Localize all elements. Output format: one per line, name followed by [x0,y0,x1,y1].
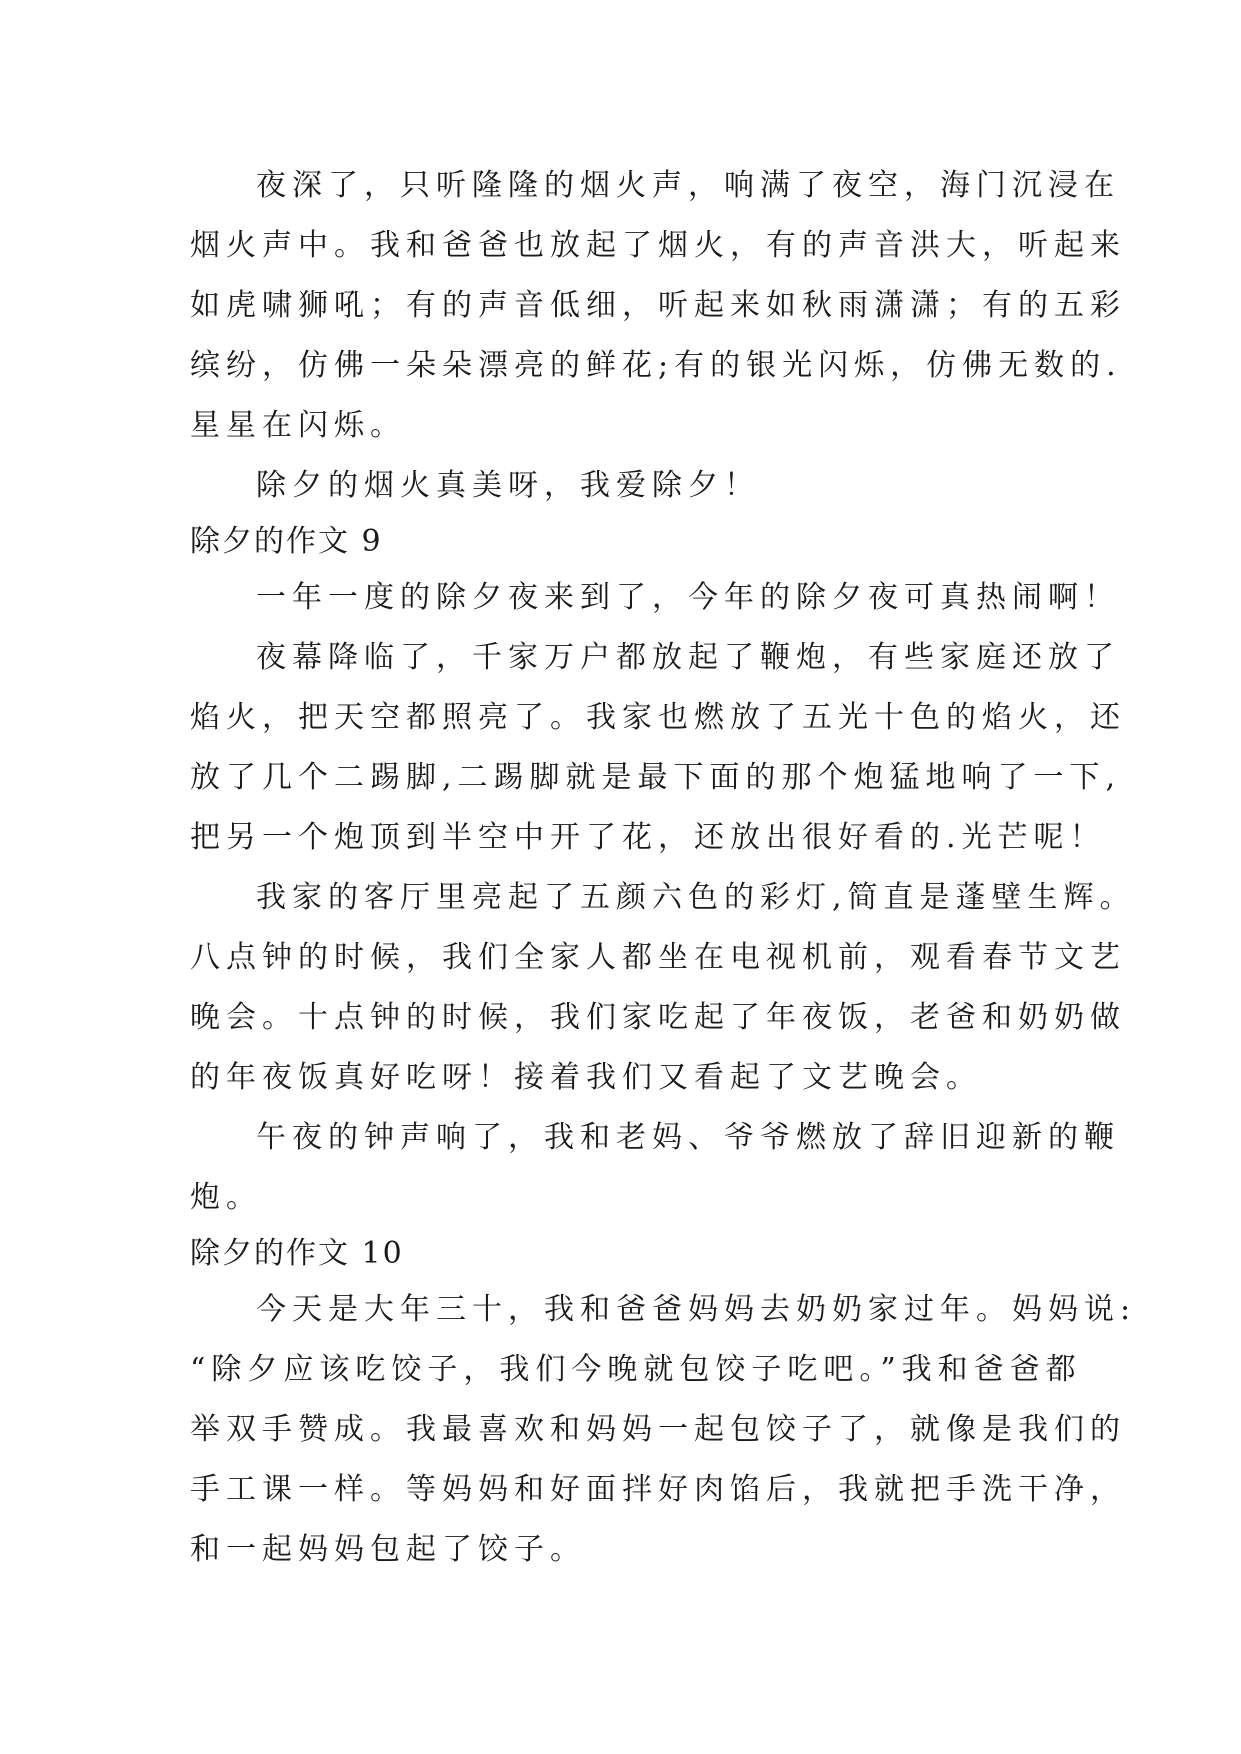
paragraph-line: 烟火声中。我和爸爸也放起了烟火，有的声音洪大，听起来 [190,228,1126,263]
section-heading: 除夕的作文 9 [190,524,383,559]
paragraph-line: 如虎啸狮吼；有的声音低细，听起来如秋雨潇潇；有的五彩 [190,288,1126,323]
paragraph-line: 手工课一样。等妈妈和好面拌好肉馅后，我就把手洗干净， [190,1472,1126,1507]
paragraph-line: 晚会。十点钟的时候，我们家吃起了年夜饭，老爸和奶奶做 [190,1000,1126,1035]
paragraph-line: 今天是大年三十，我和爸爸妈妈去奶奶家过年。妈妈说: [256,1292,1137,1327]
paragraph-line: 放了几个二踢脚,二踢脚就是最下面的那个炮猛地响了一下, [190,760,1122,795]
paragraph-line: 我家的客厅里亮起了五颜六色的彩灯,简直是蓬壁生辉。 [256,880,1136,915]
section-heading: 除夕的作文 10 [190,1236,404,1271]
paragraph-line: 午夜的钟声响了，我和老妈、爷爷燃放了辞旧迎新的鞭 [256,1120,1120,1155]
paragraph-line: 夜深了，只听隆隆的烟火声，响满了夜空，海门沉浸在 [256,168,1120,203]
paragraph-line: 星星在闪烁。 [190,408,406,443]
paragraph-line: 八点钟的时候，我们全家人都坐在电视机前，观看春节文艺 [190,940,1126,975]
paragraph-line: 把另一个炮顶到半空中开了花，还放出很好看的.光芒呢！ [190,820,1106,855]
paragraph-line: 举双手赞成。我最喜欢和妈妈一起包饺子了，就像是我们的 [190,1412,1126,1447]
paragraph-line: “除夕应该吃饺子，我们今晚就包饺子吃吧。”我和爸爸都 [190,1352,1082,1387]
paragraph-line: 和一起妈妈包起了饺子。 [190,1532,586,1567]
paragraph-line: 缤纷，仿佛一朵朵漂亮的鲜花;有的银光闪烁，仿佛无数的. [190,348,1122,383]
paragraph-line: 焰火，把天空都照亮了。我家也燃放了五光十色的焰火，还 [190,700,1126,735]
paragraph-line: 的年夜饭真好吃呀！接着我们又看起了文艺晚会。 [190,1060,982,1095]
paragraph-line: 一年一度的除夕夜来到了，今年的除夕夜可真热闹啊！ [256,580,1120,615]
paragraph-line: 夜幕降临了，千家万户都放起了鞭炮，有些家庭还放了 [256,640,1120,675]
paragraph-line: 炮。 [190,1180,262,1215]
paragraph-line: 除夕的烟火真美呀，我爱除夕！ [256,468,760,503]
